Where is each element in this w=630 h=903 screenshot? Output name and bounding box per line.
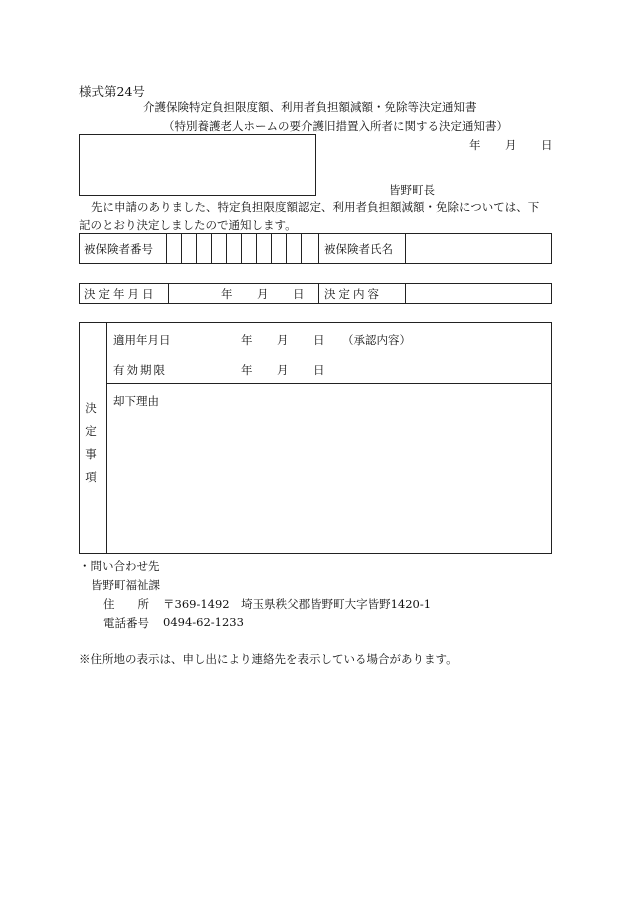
insured-name-label: 被保険者氏名	[324, 242, 393, 256]
decision-items-box	[79, 322, 552, 554]
cell-divider	[166, 233, 167, 264]
date-year: 年	[469, 138, 481, 152]
form-number: 様式第24号	[79, 84, 145, 99]
cell-divider	[181, 233, 182, 264]
rejection-reason-label: 却下理由	[113, 394, 159, 408]
apply-day: 日	[313, 333, 325, 347]
contact-address: 〒369-1492 埼玉県秩父郡皆野町大字皆野1420-1	[163, 597, 432, 611]
validity-month: 月	[277, 363, 289, 377]
cell-divider	[256, 233, 257, 264]
validity-label: 有効期限	[113, 363, 167, 377]
section-label-char: 事	[85, 447, 97, 461]
contact-department: 皆野町福祉課	[91, 578, 160, 592]
cell-divider	[318, 233, 319, 264]
section-label-char: 項	[85, 470, 97, 484]
validity-year: 年	[241, 363, 253, 377]
apply-date-label: 適用年月日	[113, 333, 171, 347]
cell-divider	[226, 233, 227, 264]
apply-year: 年	[241, 333, 253, 347]
cell-divider	[271, 233, 272, 264]
cell-divider	[168, 283, 169, 304]
section-label-char: 決	[85, 401, 97, 415]
section-divider	[106, 322, 107, 554]
cell-divider	[211, 233, 212, 264]
contact-phone: 0494-62-1233	[163, 615, 244, 629]
footnote: ※住所地の表示は、申し出により連絡先を表示している場合があります。	[79, 652, 458, 666]
cell-divider	[301, 233, 302, 264]
cell-divider	[196, 233, 197, 264]
recipient-address-box	[79, 134, 316, 196]
apply-month: 月	[277, 333, 289, 347]
document-title: 介護保険特定負担限度額、利用者負担額減額・免除等決定通知書	[143, 100, 477, 114]
cell-divider	[286, 233, 287, 264]
insured-number-label: 被保険者番号	[84, 242, 153, 256]
section-label-char: 定	[85, 424, 97, 438]
cell-divider	[405, 283, 406, 304]
contact-address-label: 住 所	[103, 597, 149, 611]
document-subtitle: （特別養護老人ホームの要介護旧措置入所者に関する決定通知書）	[163, 119, 508, 133]
decision-date-label: 決定年月日	[84, 287, 157, 301]
contact-phone-label: 電話番号	[103, 616, 149, 630]
decision-month: 月	[257, 287, 269, 301]
date-day: 日	[541, 138, 553, 152]
intro-text-line1: 先に申請のありました、特定負担限度額認定、利用者負担額減額・免除については、下	[91, 200, 540, 214]
contact-heading: ・問い合わせ先	[79, 559, 160, 573]
cell-divider	[241, 233, 242, 264]
date-month: 月	[505, 138, 517, 152]
issuer-name: 皆野町長	[389, 183, 435, 197]
validity-day: 日	[313, 363, 325, 377]
decision-day: 日	[293, 287, 305, 301]
decision-content-label: 決定内容	[324, 287, 382, 301]
cell-divider	[318, 283, 319, 304]
approval-content-label: （承認内容）	[342, 333, 411, 347]
row-divider	[106, 383, 552, 384]
cell-divider	[405, 233, 406, 264]
intro-text-line2: 記のとおり決定しましたので通知します。	[79, 218, 297, 232]
decision-year: 年	[221, 287, 233, 301]
